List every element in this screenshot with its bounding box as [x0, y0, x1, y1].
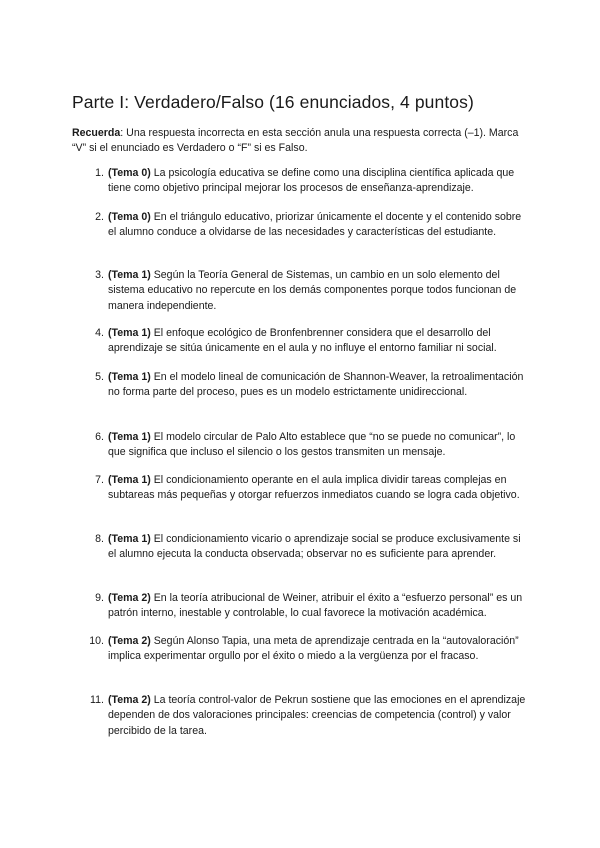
statement-number: 6.: [95, 431, 104, 443]
statement-topic: (Tema 1): [108, 371, 151, 383]
statement-body: [108, 326, 530, 357]
statement-body: [108, 591, 530, 622]
statement-number: 4.: [95, 327, 104, 339]
statement-topic: (Tema 2): [108, 635, 151, 647]
intro-text: : Una respuesta incorrecta en esta sección anula una respuesta correcta (–1). Marca “V” si el enunciado es Verdadero o “F” si es Falso.: [72, 127, 519, 154]
statement-topic: (Tema 1): [108, 431, 151, 443]
statement-topic: (Tema 1): [108, 474, 151, 486]
statement-number: 1.: [95, 167, 104, 179]
statement-topic: (Tema 1): [108, 269, 151, 281]
statement-body: [108, 473, 530, 504]
statement-body: [108, 268, 530, 314]
statement-body: [108, 210, 530, 241]
statement-number: 10.: [89, 635, 104, 647]
statement-topic: (Tema 2): [108, 592, 151, 604]
statement-number: 9.: [95, 592, 104, 604]
statement-body: [108, 693, 530, 739]
statement-text: En el modelo lineal de comunicación de Shannon-Weaver, la retroalimentación no forma parte del proceso, pues es un modelo estrictamente unidireccional.: [108, 371, 524, 399]
page-title: Parte I: Verdadero/Falso (16 enunciados, 4 puntos): [72, 92, 474, 112]
statement-text: Según Alonso Tapia, una meta de aprendizaje centrada en la “autovaloración” implica experimentar orgullo por el éxito o miedo a la vergüenza por el fracaso.: [108, 635, 519, 663]
statement-text: El enfoque ecológico de Bronfenbrenner considera que el desarrollo del aprendizaje se sitúa únicamente en el aula y no influye el entorno familiar ni social.: [108, 327, 497, 355]
statement-topic: (Tema 2): [108, 694, 151, 706]
statement-number: 7.: [95, 474, 104, 486]
statement-text: El condicionamiento operante en el aula implica dividir tareas complejas en subtareas más pequeñas y otorgar refuerzos inmediatos cuando se logra cada objetivo.: [108, 474, 520, 502]
statement-text: En la teoría atribucional de Weiner, atribuir el éxito a “esfuerzo personal” es un patrón interno, inestable y controlable, lo cual favorece la motivación académica.: [108, 592, 523, 620]
statement-topic: (Tema 0): [108, 211, 151, 223]
intro-lead: Recuerda: [72, 127, 121, 139]
statement-text: El modelo circular de Palo Alto establece que “no se puede no comunicar”, lo que significa que incluso el silencio o los gestos transmiten un mensaje.: [108, 431, 516, 459]
statement-body: [108, 370, 530, 401]
statement-topic: (Tema 1): [108, 327, 151, 339]
statement-text: En el triángulo educativo, priorizar únicamente el docente y el contenido sobre el alumno conduce a olvidarse de las necesidades y características del estudiante.: [108, 211, 522, 239]
statement-text: El condicionamiento vicario o aprendizaje social se produce exclusivamente si el alumno ejecuta la conducta observada; observar no es suficiente para aprender.: [108, 533, 521, 561]
statement-number: 5.: [95, 371, 104, 383]
statement-number: 8.: [95, 533, 104, 545]
statement-body: [108, 532, 530, 563]
statement-text: Según la Teoría General de Sistemas, un cambio en un solo elemento del sistema educativo no repercute en los demás componentes porque todos funcionan de manera independiente.: [108, 269, 517, 312]
statement-body: [108, 166, 530, 197]
statement-topic: (Tema 1): [108, 533, 151, 545]
statement-body: [108, 634, 530, 665]
statement-number: 2.: [95, 211, 104, 223]
statement-body: [108, 430, 530, 461]
statement-topic: (Tema 0): [108, 167, 151, 179]
intro-paragraph: [72, 126, 532, 156]
statement-text: La psicología educativa se define como una disciplina científica aplicada que tiene como objetivo principal mejorar los procesos de enseñanza-aprendizaje.: [108, 167, 515, 195]
statement-number: 3.: [95, 269, 104, 281]
statement-number: 11.: [90, 694, 104, 706]
statement-text: La teoría control-valor de Pekrun sostiene que las emociones en el aprendizaje dependen de dos valoraciones principales: creencias de competencia (control) y valor percibido de la tarea.: [108, 694, 526, 737]
